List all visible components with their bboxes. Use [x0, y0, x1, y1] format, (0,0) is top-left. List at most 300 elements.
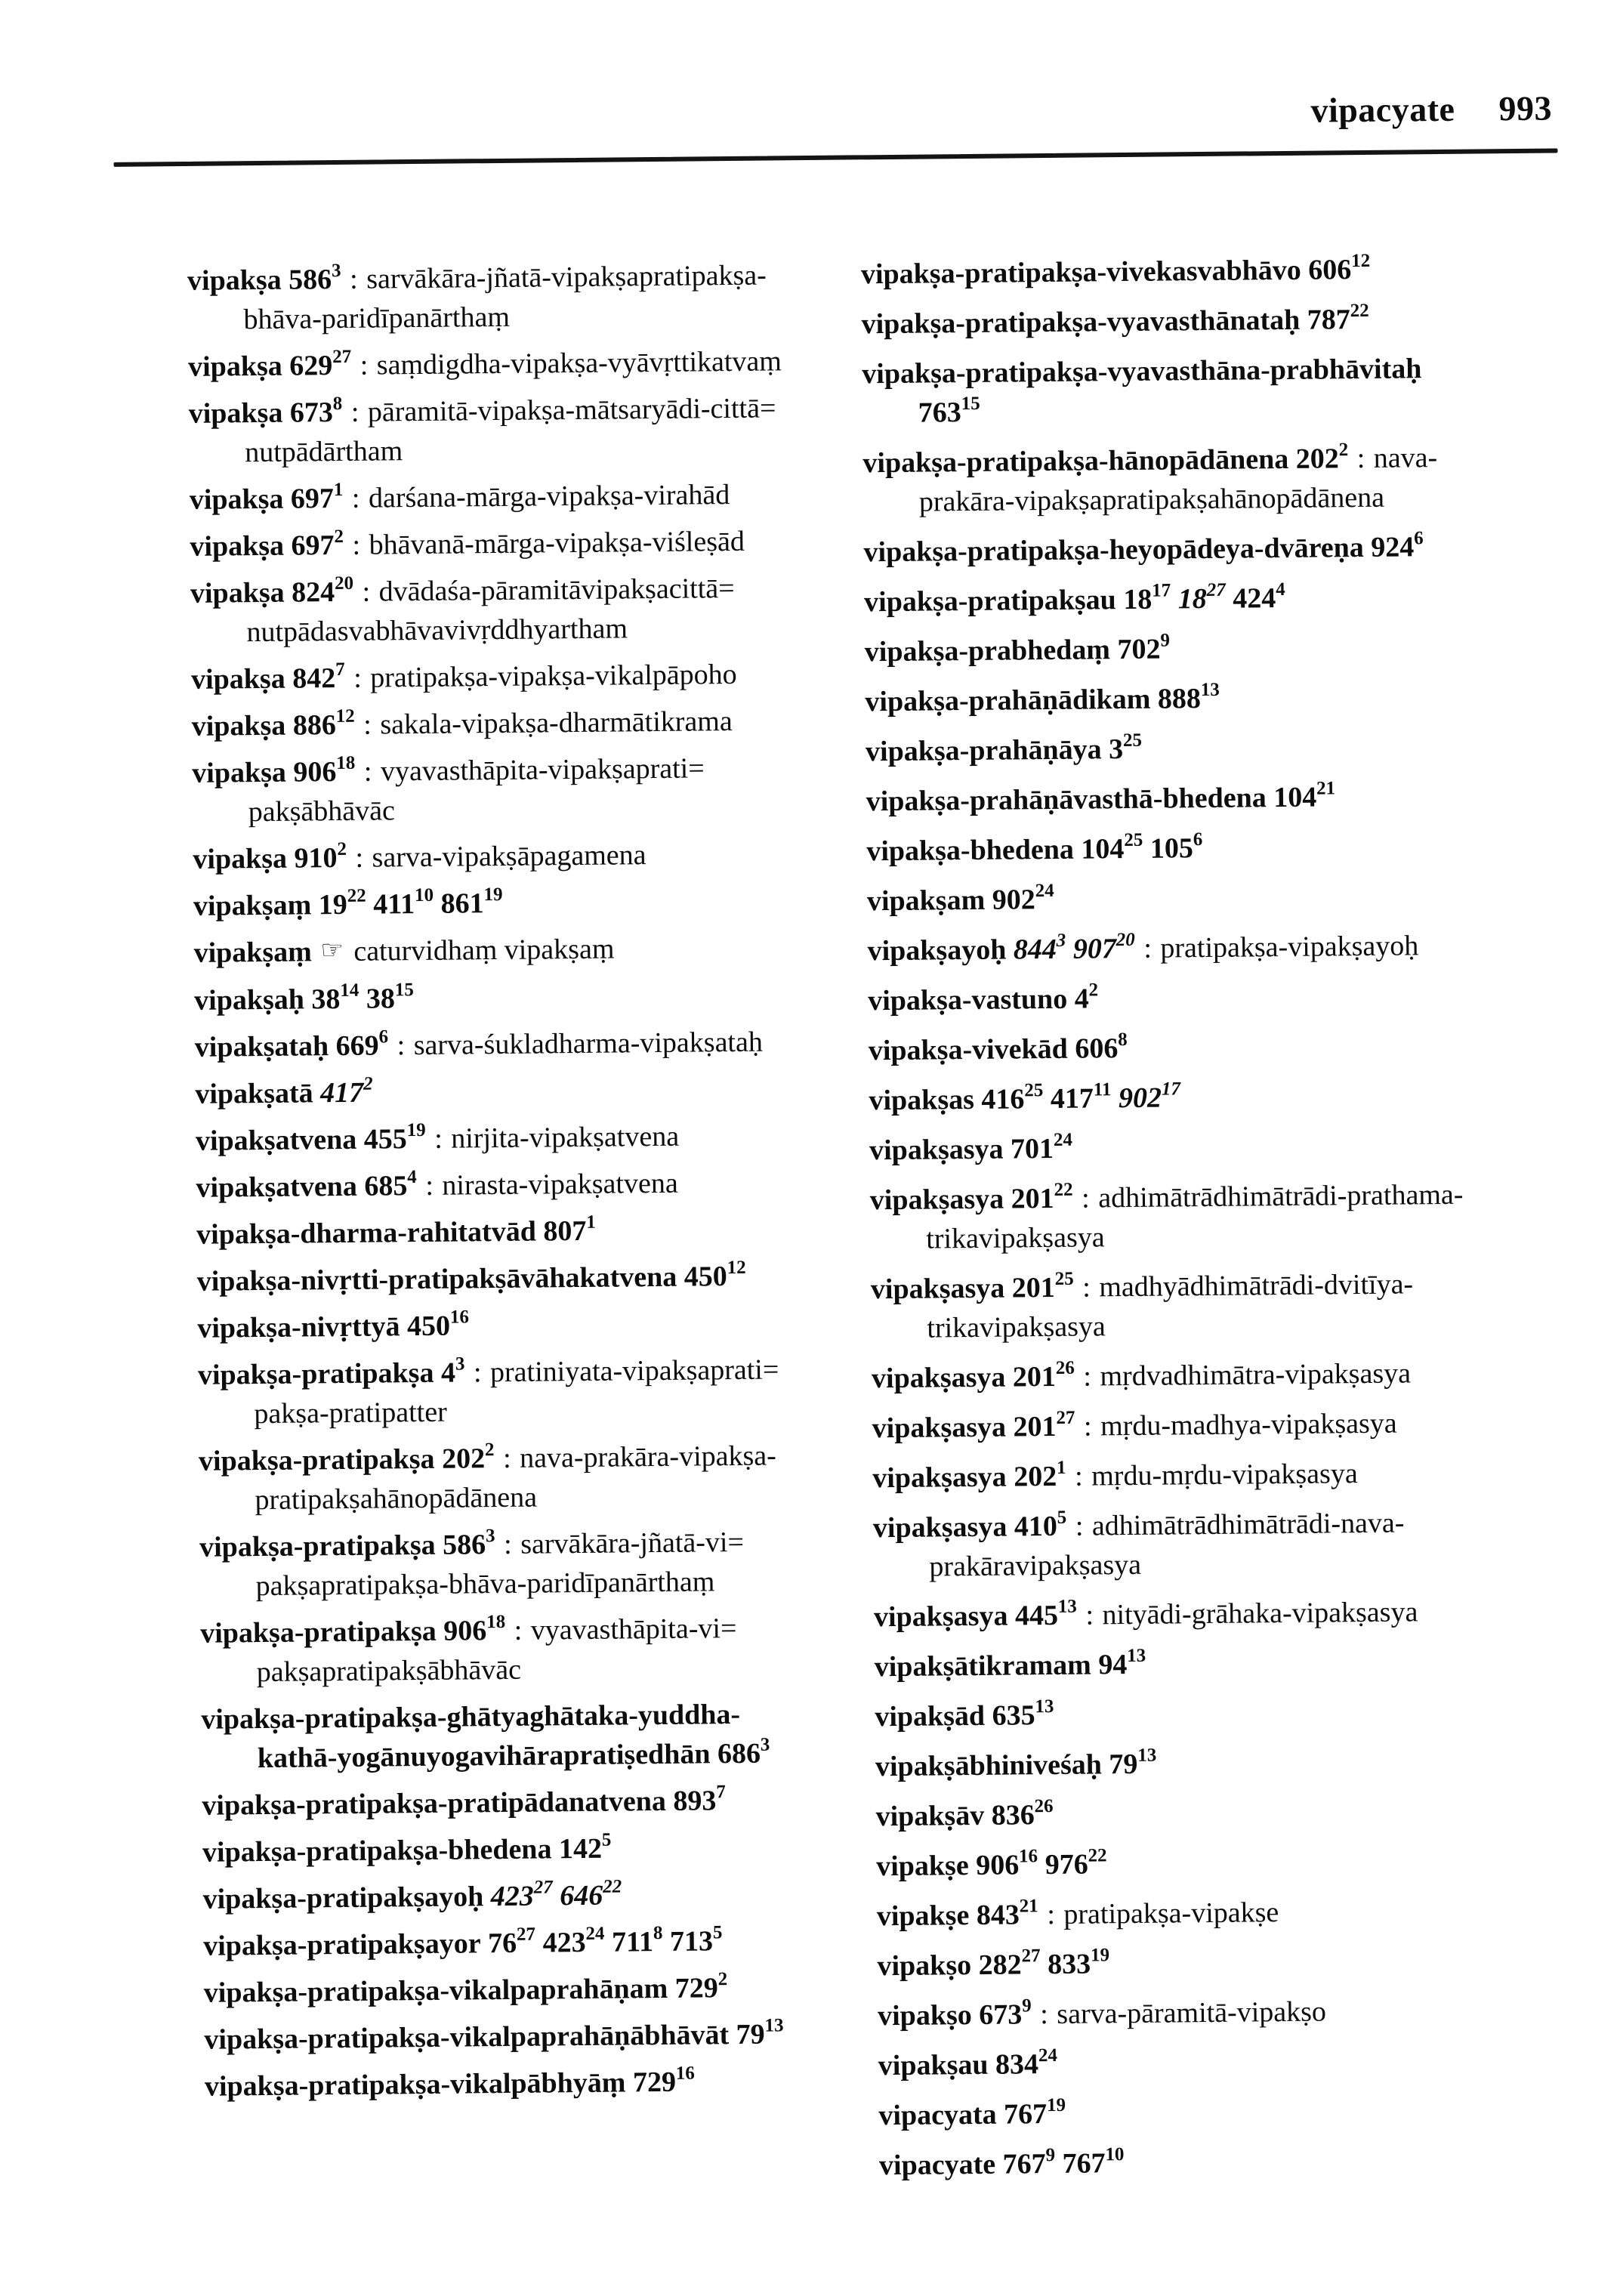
page-ref: $202^2$	[1295, 440, 1349, 475]
line-number: 24	[1038, 2044, 1058, 2066]
separator-colon: :	[350, 396, 359, 428]
line-number: 18	[336, 752, 356, 774]
separator-colon: :	[352, 529, 361, 561]
line-number: 13	[1035, 1696, 1054, 1717]
page-ref: $767^{19}$	[1003, 2094, 1066, 2131]
index-entry	[196, 1162, 864, 1207]
right-column	[861, 248, 1597, 2196]
line-number: 27	[516, 1924, 536, 1945]
entry-headword: vipacyate	[878, 2148, 996, 2182]
line-number: 25	[1122, 730, 1143, 751]
page-ref: $79^{13}$	[1109, 1745, 1157, 1781]
line-number: 19	[406, 1119, 426, 1141]
line-number: 15	[394, 980, 414, 1001]
entry-headword: vipakṣa-pratipakṣayor	[203, 1927, 481, 1962]
line-number: 12	[1351, 250, 1371, 272]
page-ref: $763^{15}$	[918, 393, 980, 429]
separator-colon: :	[1083, 1410, 1092, 1443]
page-ref: $906^{18}$	[443, 1611, 506, 1647]
page-ref: $886^{12}$	[292, 705, 355, 742]
entry-gloss: mṛdu-madhya-vipakṣasya	[1100, 1407, 1397, 1443]
entry-headword: vipakṣa	[193, 842, 288, 875]
entry-gloss: adhimātrādhimātrādi-prathama-	[1098, 1178, 1464, 1214]
entry-headword: vipakṣa	[190, 529, 285, 563]
entry-headword: vipakṣa-pratipakṣa-heyopādeya-dvāreṇa	[863, 531, 1365, 569]
entry-headword: vipakṣo	[877, 1999, 972, 2032]
index-entry	[878, 2039, 1596, 2085]
header-keyword: vipacyate	[1310, 89, 1455, 130]
page-ref: $833^{19}$	[1047, 1945, 1110, 1981]
index-entry	[869, 1074, 1586, 1120]
index-entry	[205, 2060, 873, 2106]
entry-headword: vipakṣa	[188, 397, 283, 430]
line-number: 10	[1105, 2144, 1125, 2165]
entry-gloss: pakṣapratipakṣa-bhāva-paridīpanārthaṃ	[255, 1566, 715, 1603]
index-entry	[866, 775, 1583, 821]
page-ref: $4^3$	[440, 1353, 465, 1389]
index-entry	[872, 1452, 1590, 1498]
separator-colon: :	[351, 482, 360, 514]
entry-headword: vipakṣa-pratipakṣa-bhedena	[202, 1833, 552, 1869]
entry-gloss: nityādi-grāhaka-vipakṣasya	[1102, 1596, 1418, 1631]
separator-colon: :	[1356, 442, 1365, 475]
entry-gloss: bhāva-paridīpanārthaṃ	[243, 301, 511, 336]
entry-gloss: madhyādhimātrādi-dvitīya-	[1099, 1268, 1414, 1304]
separator-colon: :	[1081, 1182, 1090, 1214]
page-ref: $907^{20}$	[1072, 929, 1135, 965]
entry-gloss: pratipakṣahānopādānena	[255, 1481, 538, 1517]
page-ref: $629^{27}$	[289, 346, 352, 382]
index-entry	[871, 1263, 1589, 1348]
line-number: 27	[1206, 579, 1226, 600]
index-entry	[861, 248, 1578, 294]
page-ref: $417^{11}$	[1050, 1079, 1112, 1115]
page-ref: $79^{13}$	[736, 2015, 784, 2051]
entry-gloss: sarva-vipakṣāpagamena	[372, 839, 646, 874]
index-entry	[193, 927, 862, 973]
entry-headword: vipakṣatvena	[196, 1170, 358, 1204]
page-ref: $902^{17}$	[1118, 1079, 1181, 1115]
line-number: 11	[1093, 1079, 1112, 1100]
entry-headword: vipakṣa	[190, 576, 285, 609]
line-number: 22	[347, 885, 366, 906]
entry-headword: vipakṣa	[192, 756, 287, 789]
page-ref: $767^9$	[1002, 2145, 1056, 2180]
separator-colon: :	[355, 841, 364, 874]
line-number: 21	[1019, 1896, 1038, 1917]
index-entry	[872, 1402, 1589, 1448]
entry-headword: vipakṣād	[875, 1699, 986, 1733]
entry-headword: vipakṣasya	[873, 1600, 1008, 1634]
index-entry	[877, 1890, 1594, 1936]
entry-headword: vipakṣa-nivṛtti-pratipakṣāvāhakatvena	[196, 1261, 677, 1298]
separator-colon: :	[397, 1029, 406, 1062]
line-number: 3	[1056, 930, 1066, 951]
separator-colon: :	[353, 662, 362, 694]
page-ref: $646^{22}$	[560, 1876, 622, 1912]
line-number: 10	[414, 884, 434, 906]
entry-gloss: nava-prakāra-vipakṣa-	[519, 1440, 777, 1474]
line-number: 7	[335, 659, 345, 680]
index-entry	[877, 1940, 1594, 1986]
entry-headword: vipakṣa-nivṛttyā	[197, 1310, 400, 1344]
page-ref: $702^9$	[1117, 630, 1171, 666]
line-number: 16	[675, 2063, 695, 2084]
entry-headword: vipakṣa-prabhedaṃ	[864, 634, 1111, 668]
index-entry	[192, 747, 861, 832]
entry-headword: vipakṣa-pratipakṣau	[863, 584, 1117, 619]
page-ref: $76^{27}$	[487, 1924, 536, 1960]
line-number: 22	[1350, 300, 1369, 322]
entry-headword: vipakṣa-pratipakṣa-vikalpaprahāṇābhāvāt	[204, 2019, 730, 2056]
separator-colon: :	[1085, 1599, 1094, 1631]
separator-colon: :	[473, 1356, 482, 1389]
line-number: 13	[1137, 1745, 1157, 1766]
separator-colon: :	[1047, 1898, 1056, 1931]
entry-headword: vipakṣa-pratipakṣa-vikalpaprahāṇam	[203, 1972, 668, 2009]
separator-colon: :	[503, 1528, 512, 1560]
entry-gloss: adhimātrādhimātrādi-nava-	[1091, 1507, 1405, 1542]
entry-gloss: dvādaśa-pāramitāvipakṣacittā=	[378, 572, 735, 608]
entry-headword: vipakṣa-pratipakṣa	[200, 1615, 437, 1649]
line-number: 1	[333, 479, 344, 501]
entry-headword: vipakṣe	[876, 1850, 969, 1883]
page-ref: $673^9$	[979, 1995, 1032, 2031]
line-number: 3	[455, 1353, 465, 1375]
line-number: 25	[1124, 829, 1143, 851]
index-entry	[196, 1208, 865, 1254]
page-ref: $18^{17}$	[1123, 580, 1171, 616]
entry-headword: vipakṣa-pratipakṣa-vyavasthānataḥ	[861, 304, 1301, 341]
line-number: 19	[1046, 2094, 1066, 2116]
page-ref: $843^{21}$	[976, 1896, 1038, 1931]
index-entry	[873, 1501, 1591, 1587]
index-entry	[188, 387, 857, 472]
line-number: 5	[712, 1922, 723, 1943]
entry-gloss: mṛdvadhimātra-vipakṣasya	[1100, 1357, 1412, 1393]
page-ref: $729^2$	[674, 1969, 728, 2004]
index-entry	[200, 1607, 869, 1692]
page-ref: $411^{10}$	[373, 884, 434, 921]
entry-headword: vipakṣa-prahāṇāya	[865, 733, 1102, 768]
entry-gloss: nutpādasvabhāvavivṛddhyartham	[246, 613, 628, 649]
page-ref: $685^4$	[364, 1167, 417, 1202]
entry-headword: vipakṣasya	[869, 1183, 1004, 1217]
page-ref: $105^6$	[1149, 829, 1203, 865]
page-ref: $445^{13}$	[1014, 1596, 1077, 1632]
line-number: 4	[407, 1167, 417, 1188]
page-ref: $586^3$	[288, 260, 341, 296]
line-number: 14	[340, 980, 359, 1001]
index-entry	[187, 255, 856, 339]
entry-headword: vipakṣa-pratipakṣa-vivekasvabhāvo	[860, 254, 1301, 291]
page-ref: $18^{27}$	[1177, 579, 1226, 616]
page-ref: $701^{24}$	[1010, 1129, 1073, 1165]
entry-gloss: vyavasthāpita-vi=	[530, 1612, 737, 1646]
index-entry	[199, 1435, 868, 1520]
page-number: 993	[1498, 88, 1553, 128]
page-ref: $4^2$	[1074, 980, 1099, 1015]
page-ref: $834^{24}$	[995, 2044, 1058, 2081]
index-entry	[201, 1693, 870, 1778]
page-ref: $201^{27}$	[1013, 1407, 1075, 1443]
index-entry	[195, 1021, 863, 1066]
page-ref: $836^{26}$	[991, 1796, 1054, 1832]
page-ref: $450^{12}$	[683, 1257, 746, 1293]
separator-colon: :	[363, 755, 372, 788]
line-number: 7	[716, 1782, 726, 1803]
line-number: 6	[378, 1026, 389, 1048]
index-entry	[869, 1124, 1587, 1170]
index-entry	[203, 1920, 872, 1965]
entry-gloss: bhāvanā-mārga-vipakṣa-viśleṣād	[369, 525, 745, 561]
line-number: 27	[332, 346, 352, 368]
entry-headword: vipakṣasya	[871, 1361, 1006, 1395]
entry-headword: vipakṣa-bhedena	[866, 833, 1075, 868]
index-entry	[869, 1024, 1586, 1070]
index-entry	[875, 1740, 1593, 1786]
page-ref: $142^5$	[558, 1829, 612, 1866]
page-ref: $787^{22}$	[1307, 300, 1369, 336]
line-number: 27	[1056, 1407, 1075, 1428]
line-number: 22	[1088, 1845, 1107, 1866]
line-number: 27	[1021, 1946, 1041, 1967]
line-number: 2	[337, 838, 347, 860]
entry-headword: vipakṣāv	[875, 1799, 985, 1833]
separator-colon: :	[1074, 1460, 1083, 1492]
index-entry	[866, 825, 1584, 871]
index-entry	[195, 1068, 863, 1113]
page-ref: $201^{26}$	[1012, 1357, 1075, 1393]
index-entry	[190, 474, 858, 519]
entry-gloss: darśana-mārga-vipakṣa-virahād	[368, 479, 730, 514]
entry-headword: vipakṣasya	[870, 1272, 1005, 1306]
page-ref: $104^{25}$	[1081, 829, 1143, 866]
running-header	[1310, 88, 1552, 131]
line-number: 3	[331, 260, 341, 282]
entry-gloss: prakāra-vipakṣapratipakṣahānopādānena	[918, 481, 1385, 518]
index-entry	[863, 526, 1581, 572]
left-column	[187, 255, 874, 2113]
index-entry	[865, 625, 1582, 671]
page-ref: $19^{22}$	[318, 885, 366, 921]
line-number: 13	[1200, 679, 1220, 701]
separator-colon: :	[514, 1614, 523, 1646]
entry-gloss: sarvākāra-jñatā-vipakṣapratipakṣa-	[366, 259, 767, 295]
page-ref: $729^{16}$	[632, 2063, 695, 2099]
line-number: 20	[334, 572, 354, 594]
entry-headword: vipakṣaḥ	[193, 983, 305, 1017]
page-ref: $424^4$	[1233, 579, 1285, 615]
entry-gloss: pakṣābhāvāc	[248, 795, 396, 829]
page-ref: $606^{12}$	[1308, 250, 1371, 286]
entry-headword: vipakṣa-pratipakṣa-vyavasthāna-prabhāvitaḥ	[862, 353, 1422, 390]
page-ref: $697^1$	[290, 479, 344, 515]
entry-headword: vipakṣa-prahāṇāvasthā-bhedena	[866, 782, 1267, 818]
entry-headword: vipakṣasya	[872, 1411, 1007, 1445]
separator-colon: :	[363, 708, 372, 741]
index-entry	[202, 1873, 871, 1918]
line-number: 3	[485, 1526, 495, 1547]
line-number: 13	[1057, 1596, 1077, 1617]
line-number: 19	[1090, 1945, 1110, 1966]
entry-headword: vipakṣas	[869, 1083, 975, 1117]
separator-colon: :	[362, 576, 371, 608]
page-ref: $669^6$	[335, 1026, 389, 1063]
line-number: 2	[1338, 440, 1349, 461]
entry-headword: vipakṣa-pratipakṣa-vikalpābhyāṃ	[204, 2066, 626, 2103]
page-ref: $713^5$	[669, 1922, 723, 1958]
separator-colon: :	[434, 1122, 443, 1155]
entry-headword: vipakṣa	[191, 709, 286, 742]
line-number: 22	[603, 1876, 622, 1897]
index-entry	[193, 833, 861, 878]
entry-gloss: saṃdigdha-vipakṣa-vyāvṛttikatvaṃ	[376, 345, 782, 381]
line-number: 9	[1022, 1995, 1032, 2017]
pointing-hand-icon: ☞	[320, 934, 344, 966]
index-entry	[193, 880, 862, 925]
line-number: 25	[1054, 1268, 1074, 1289]
index-entry	[876, 1840, 1594, 1886]
entry-headword: vipakṣa	[190, 662, 285, 696]
line-number: 12	[335, 705, 355, 727]
entry-headword: vipakṣaṃ	[193, 936, 313, 969]
entry-headword: vipakṣataḥ	[194, 1030, 329, 1063]
page-ref: $902^{24}$	[992, 880, 1054, 916]
line-number: 18	[486, 1611, 506, 1633]
line-number: 19	[483, 884, 503, 906]
entry-headword: vipakṣa-pratipakṣa-ghātyaghātaka-yuddha-	[201, 1698, 741, 1736]
entry-gloss: sarva-pāramitā-vipakṣo	[1057, 1995, 1327, 2030]
entry-headword: vipakṣa-vivekād	[868, 1032, 1069, 1067]
page-ref: $201^{25}$	[1011, 1268, 1074, 1304]
index-entry	[870, 1174, 1588, 1259]
entry-gloss: sakala-vipakṣa-dharmātikrama	[380, 705, 733, 741]
entry-gloss: pakṣapratipakṣābhāvāc	[256, 1653, 522, 1689]
line-number: 26	[1034, 1796, 1054, 1817]
entry-gloss: nirjita-vipakṣatvena	[451, 1120, 680, 1155]
separator-colon: :	[1083, 1360, 1092, 1393]
page-ref: $673^8$	[289, 393, 343, 429]
entry-gloss: mṛdu-mṛdu-vipakṣasya	[1091, 1458, 1358, 1492]
page-ref: $416^{25}$	[981, 1080, 1044, 1116]
entry-gloss: nutpādārtham	[245, 435, 403, 469]
line-number: 26	[1055, 1357, 1075, 1378]
index-entry	[864, 576, 1581, 622]
line-number: 9	[1045, 2145, 1056, 2166]
header-rule	[114, 148, 1558, 166]
index-entry	[202, 1826, 871, 1872]
entry-gloss: trikavipakṣasya	[927, 1310, 1106, 1344]
line-number: 16	[1018, 1846, 1038, 1867]
line-number: 24	[1053, 1129, 1073, 1150]
entry-gloss: pratiniyata-vipakṣaprati=	[489, 1353, 779, 1389]
entry-headword: vipakṣa-pratipakṣa	[197, 1356, 434, 1391]
line-number: 13	[764, 2015, 784, 2036]
line-number: 17	[1161, 1079, 1181, 1100]
page-ref: $423^{24}$	[542, 1923, 605, 1959]
index-entry	[188, 341, 856, 386]
index-entry	[875, 1690, 1592, 1736]
index-entry	[197, 1255, 866, 1301]
index-entry	[204, 1967, 872, 2012]
line-number: 8	[653, 1922, 663, 1944]
line-number: 2	[334, 526, 344, 548]
entry-gloss: nava-	[1373, 442, 1438, 474]
separator-colon: :	[1075, 1510, 1084, 1542]
page-ref: $282^{27}$	[978, 1946, 1041, 1981]
line-number: 20	[1115, 929, 1135, 951]
index-entry	[191, 653, 859, 699]
entry-headword: vipakṣasya	[872, 1511, 1007, 1545]
index-entry	[204, 2014, 872, 2059]
page-ref: $423^{27}$	[490, 1877, 553, 1913]
page-ref: $844^3$	[1013, 930, 1066, 966]
entry-gloss: vyavasthāpita-vipakṣaprati=	[380, 752, 705, 788]
page-ref: $924^6$	[1371, 528, 1424, 563]
entry-headword: vipakṣa-dharma-rahitatvād	[196, 1215, 537, 1251]
index-entry	[878, 1989, 1595, 2035]
index-entry	[867, 875, 1585, 921]
page-ref: $906^{18}$	[293, 752, 356, 788]
index-entry	[867, 924, 1585, 971]
index-entry	[874, 1640, 1591, 1687]
line-number: 27	[533, 1877, 553, 1898]
page-ref: $94^{13}$	[1098, 1645, 1146, 1681]
index-entry	[191, 700, 859, 745]
index-entry	[199, 1521, 869, 1606]
page-ref: $976^{22}$	[1045, 1845, 1107, 1881]
entry-headword: vipakṣa-pratipakṣa-pratipādanatvena	[202, 1785, 667, 1822]
line-number: 5	[601, 1829, 612, 1850]
entry-gloss: pakṣa-pratipatter	[254, 1396, 447, 1430]
separator-colon: :	[502, 1442, 511, 1474]
entry-headword: vipakṣa	[187, 350, 282, 383]
page-ref: $824^{20}$	[291, 572, 354, 609]
index-entry	[878, 2089, 1596, 2135]
index-entry	[874, 1591, 1591, 1637]
page-ref: $888^{13}$	[1157, 679, 1220, 715]
entry-headword: vipakṣa-pratipakṣa	[198, 1443, 435, 1477]
page-ref: $686^3$	[717, 1734, 770, 1770]
page-ref: $202^1$	[1013, 1457, 1066, 1493]
entry-headword: vipakṣa	[187, 264, 282, 297]
entry-gloss: nirasta-vipakṣatvena	[442, 1167, 678, 1202]
page-ref: $202^2$	[441, 1440, 495, 1475]
index-entry	[865, 675, 1582, 721]
entry-gloss: pratipakṣa-vipakṣayoḥ	[1160, 930, 1419, 964]
line-number: 2	[363, 1073, 373, 1094]
index-entry	[190, 567, 859, 652]
page-ref: $635^{13}$	[992, 1696, 1054, 1732]
line-number: 22	[1054, 1179, 1073, 1200]
line-number: 13	[1127, 1645, 1146, 1667]
page-ref: $906^{16}$	[976, 1846, 1038, 1881]
entry-gloss: pratipakṣa-vipakṣa-vikalpāpoho	[370, 658, 737, 694]
line-number: 4	[1276, 579, 1285, 600]
page-ref: $697^2$	[291, 526, 344, 562]
line-number: 9	[1160, 630, 1171, 651]
line-number: 5	[1057, 1507, 1067, 1528]
page-ref: $767^{10}$	[1062, 2144, 1125, 2180]
line-number: 8	[332, 393, 343, 415]
page-ref: $586^3$	[442, 1526, 495, 1561]
entry-headword: vipakṣa-vastuno	[868, 983, 1068, 1017]
line-number: 6	[1414, 528, 1424, 549]
entry-gloss: pāramitā-vipakṣa-mātsaryādi-cittā=	[367, 392, 776, 428]
line-number: 17	[1152, 580, 1171, 601]
page-ref: $842^7$	[292, 659, 345, 695]
